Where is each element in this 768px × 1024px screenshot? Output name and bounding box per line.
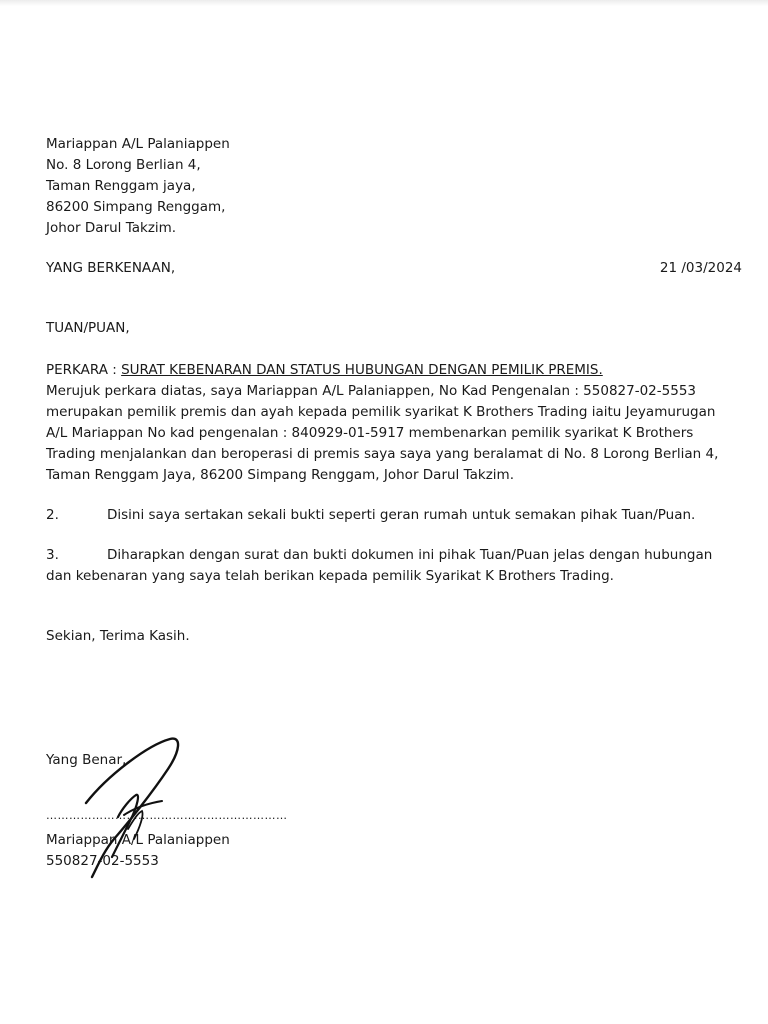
sender-address-line-1: No. 8 Lorong Berlian 4, [46, 157, 201, 173]
paragraph-1-line-2: merupakan pemilik premis dan ayah kepada pemilik syarikat K Brothers Trading iaitu Jeyamurugan [46, 404, 716, 420]
paragraph-2-text: Disini saya sertakan sekali bukti seperti geran rumah untuk semakan pihak Tuan/Puan. [107, 507, 696, 523]
signatory-name: Mariappan A/L Palaniappen [46, 832, 230, 848]
sender-address-line-2: Taman Renggam jaya, [46, 178, 196, 194]
paragraph-2-number: 2. [46, 507, 59, 523]
sender-name: Mariappan A/L Palaniappen [46, 136, 230, 152]
paragraph-3-number: 3. [46, 547, 59, 563]
handwritten-signature [78, 735, 198, 885]
paragraph-3-line-1: Diharapkan dengan surat dan bukti dokumen ini pihak Tuan/Puan jelas dengan hubungan [107, 547, 713, 563]
paragraph-1-line-5: Taman Renggam Jaya, 86200 Simpang Renggam, Johor Darul Takzim. [46, 467, 514, 483]
subject-line [46, 360, 603, 381]
closing: Sekian, Terima Kasih. [46, 628, 190, 644]
subject-prefix: PERKARA : [46, 362, 122, 378]
paragraph-1-line-3: A/L Mariappan No kad pengenalan : 840929-01-5917 membenarkan pemilik syarikat K Brothers [46, 425, 694, 441]
signatory-ic-number: 550827-02-5553 [46, 853, 159, 869]
letter-date: 21 /03/2024 [659, 260, 742, 276]
recipient: YANG BERKENAAN, [46, 260, 176, 276]
salutation: TUAN/PUAN, [46, 320, 130, 336]
paragraph-3-line-2: dan kebenaran yang saya telah berikan kepada pemilik Syarikat K Brothers Trading. [46, 568, 614, 584]
sender-address-line-4: Johor Darul Takzim. [46, 220, 177, 236]
signature-line: ……………………………………………………… [46, 809, 288, 822]
page-edge-shadow [0, 0, 768, 6]
paragraph-1-line-1: Merujuk perkara diatas, saya Mariappan A/L Palaniappen, No Kad Pengenalan : 550827-02-5553 [46, 383, 696, 399]
subject-title: SURAT KEBENARAN DAN STATUS HUBUNGAN DENGAN PEMILIK PREMIS. [121, 362, 603, 378]
sender-address-line-3: 86200 Simpang Renggam, [46, 199, 226, 215]
paragraph-1-line-4: Trading menjalankan dan beroperasi di premis saya saya yang beralamat di No. 8 Lorong Berlian 4, [46, 446, 719, 462]
signoff-label: Yang Benar, [46, 752, 127, 768]
